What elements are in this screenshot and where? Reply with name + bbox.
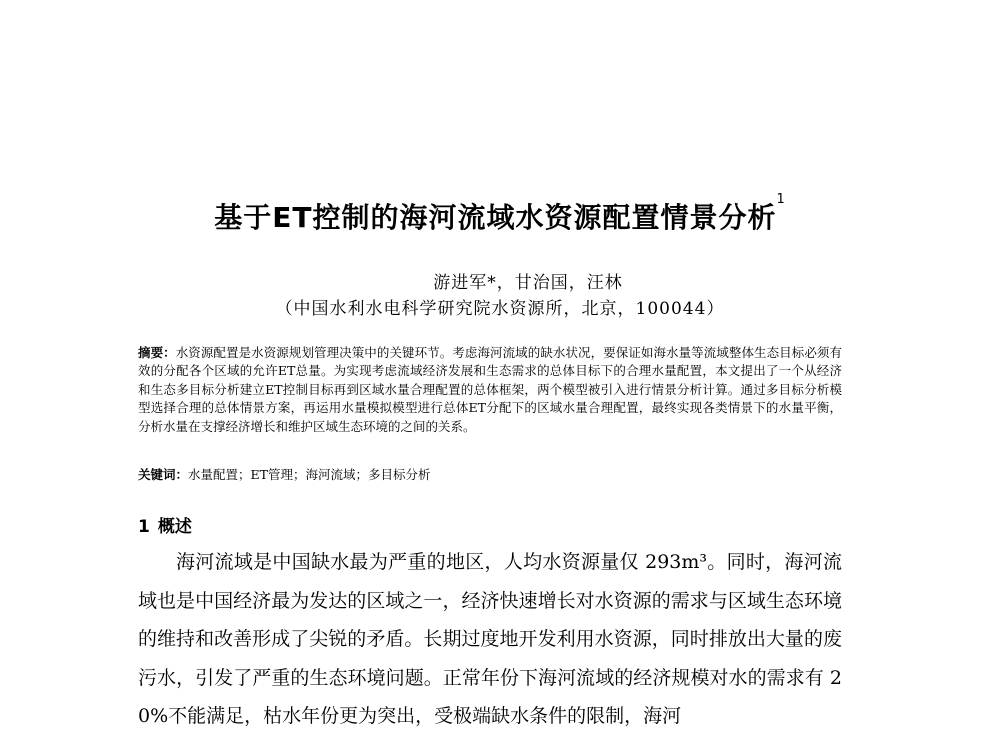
paper-title-text: 基于ET控制的海河流域水资源配置情景分析 — [214, 201, 777, 234]
keywords — [138, 466, 842, 484]
paper-title — [0, 192, 1000, 236]
title-footnote-marker: 1 — [776, 192, 786, 207]
keywords-label: 关键词： — [138, 467, 189, 482]
abstract — [138, 344, 842, 436]
affiliation-line: （中国水利水电科学研究院水资源所，北京，100044） — [275, 299, 725, 319]
keywords-text: 水量配置；ET管理；海河流域；多目标分析 — [188, 467, 431, 482]
section-heading — [138, 512, 192, 537]
authors-line: 游进军*，甘治国，汪林 — [433, 273, 623, 293]
section-number: 1 — [138, 517, 150, 537]
abstract-label: 摘要： — [138, 345, 176, 360]
section-title: 概述 — [157, 517, 192, 537]
abstract-text: 水资源配置是水资源规划管理决策中的关键环节。考虑海河流域的缺水状况，要保证如海水量等流域整体生态目标必须有效的分配各个区域的允许ET总量。为实现考虑流域经济发展和生态需求的总体目标下的合理水量配置，本文提出了一个从经济和生态多目标分析建立ET控制目标再到区域水量合理配置的总体框架，两个模型被引入进行情景分析计算。通过多目标分析模型选择合理的总体情景方案，再运用水量模拟模型进行总体ET分配下的区域水量合理配置，最终实现各类情景下的水量平衡，分析水量在支撑经济增长和维护区域生态环境的之间的关系。 — [138, 345, 842, 434]
body-paragraph: 海河流域是中国缺水最为严重的地区，人均水资源量仅 293m³。同时，海河流域也是中国经济最为发达的区域之一，经济快速增长对水资源的需求与区域生态环境的维持和改善形成了尖锐的矛盾。长期过度地开发利用水资源，同时排放出大量的废污水，引发了严重的生态环境问题。正常年份下海河流域的经济规模对水的需求有 20%不能满足，枯水年份更为突出，受极端缺水条件的限制，海河 — [138, 551, 842, 727]
